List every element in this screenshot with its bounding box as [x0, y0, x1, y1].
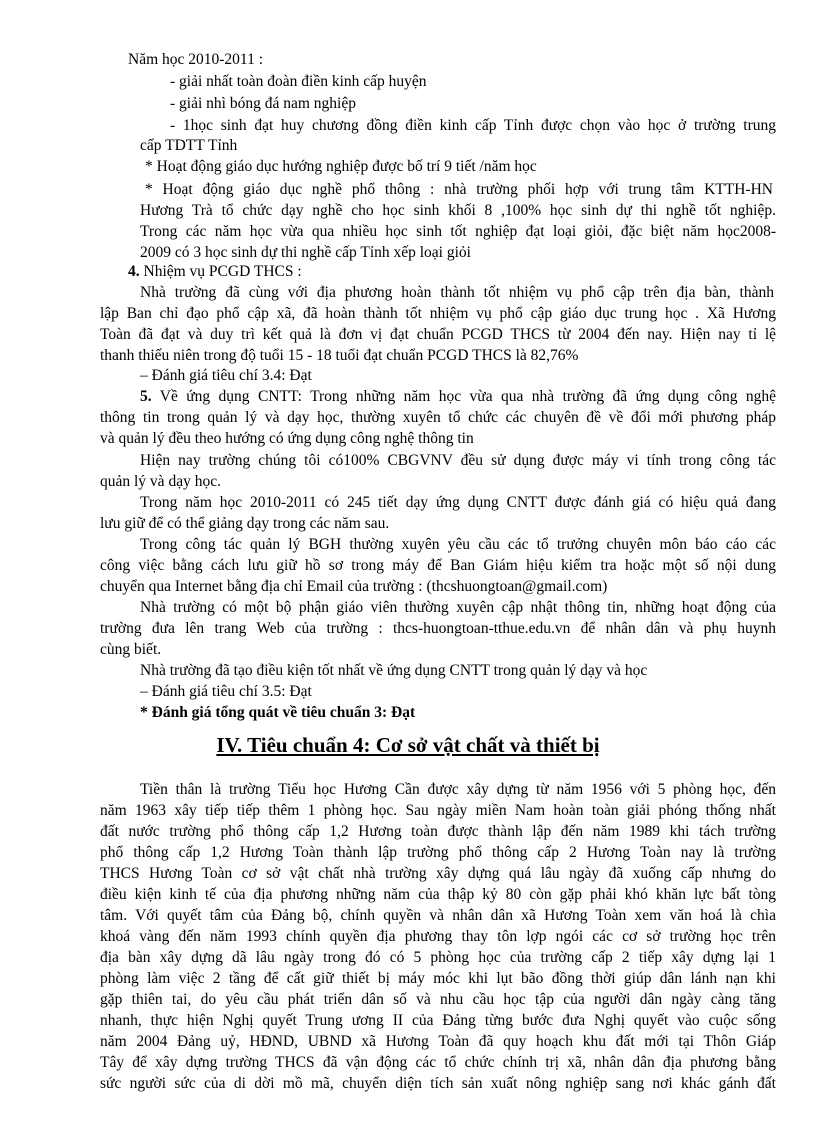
- vocational-line: * Hoạt động giáo dục nghề phổ thông : nhà trường phối hợp với trung tâm KTTH-HN: [145, 181, 773, 198]
- it-paragraph-line: quản lý và dạy học.: [100, 473, 221, 490]
- section-4-paragraph-line: tâm. Với quyết tâm của Đảng bộ, chính quyền và nhân dân xã Hương Toàn xem văn hoá là chìa: [100, 907, 776, 924]
- item5-number: 5.: [140, 388, 152, 405]
- item5-line: [140, 387, 776, 407]
- section-4-paragraph-line: điều kiện kinh tế của địa phương những năm của thập kỷ 80 còn gặp phải khó khăn lực bất tòng: [100, 886, 776, 903]
- section-4-paragraph-line: địa bàn xây dựng dã lâu ngày trong đó có 5 phòng học của trường cấp 2 tiếp xây dựng lại 1: [100, 949, 776, 966]
- it-paragraph-line: lưu giữ để có thể giảng dạy trong các năm sau.: [100, 515, 390, 532]
- section-4-paragraph-line: gặp thiên tai, do yêu cầu phát triển dân số và nhu cầu học tập của người dân ngày càng tăng: [100, 991, 776, 1008]
- item5-line: thông tin trong quản lý và dạy học, thường xuyên tổ chức các chuyên đề về đổi mới phương pháp: [100, 409, 776, 426]
- item4-line: Nhà trường đã cùng với địa phương hoàn thành tốt nhiệm vụ phổ cập trên địa bàn, thành: [140, 284, 774, 301]
- it-paragraph-line: Hiện nay trường chúng tôi có100% CBGVNV đều sử dụng được máy vi tính trong công tác: [140, 452, 776, 469]
- criterion-3-4-evaluation: – Đánh giá tiêu chí 3.4: Đạt: [140, 367, 312, 384]
- item4-line: thanh thiếu niên trong độ tuổi 15 - 18 tuổi đạt chuẩn PCGD THCS là 82,76%: [100, 347, 579, 364]
- section-4-paragraph-line: phòng làm việc 2 tầng để cất giữ thiết bị máy móc khi lụt bão đồng thời giúp dân lánh nạn khi: [100, 970, 776, 987]
- section-4-paragraph-line: THCS Hương Toàn cơ sở vật chất nhà trường xây dựng quá lâu ngày đã xuống cấp nhưng do: [100, 865, 776, 882]
- it-paragraph-line: công việc bằng cách lưu giữ hồ sơ trong máy để Ban Giám hiệu kiểm tra hoặc một số nội dung: [100, 557, 776, 574]
- criterion-3-5-evaluation: – Đánh giá tiêu chí 3.5: Đạt: [140, 683, 312, 700]
- it-paragraph-line: Trong công tác quản lý BGH thường xuyên yêu cầu các tổ trưởng chuyên môn báo cáo các: [140, 536, 776, 553]
- vocational-line: Hương Trà tổ chức dạy nghề cho học sinh khối 8 ,100% học sinh dự thi nghề tốt nghiệp.: [140, 202, 776, 219]
- section-4-paragraph-line: Tây để xây dựng trường THCS đã vận động các tổ chức chính trị xã, nhân dân địa phương bằng: [100, 1054, 776, 1071]
- standard-3-overall-evaluation: * Đánh giá tổng quát về tiêu chuẩn 3: Đạt: [140, 704, 416, 721]
- section-4-paragraph-line: khoá vàng đến năm 1993 chính quyền địa phương thay tôn lợp ngói các cơ sở trường học trên: [100, 928, 776, 945]
- item5-text: Về ứng dụng CNTT: Trong những năm học vừa qua nhà trường đã ứng dụng công nghệ: [151, 388, 776, 405]
- award-line: - 1học sinh đạt huy chương đồng điền kinh cấp Tỉnh được chọn vào học ở trường trung: [170, 117, 776, 134]
- it-paragraph-line: trường đưa lên trang Web của trường : thcs-huongtoan-tthue.edu.vn để nhân dân và phụ huynh: [100, 620, 776, 637]
- it-paragraph-line: Nhà trường có một bộ phận giáo viên thường xuyên cập nhật thông tin, những hoạt động của: [140, 599, 776, 616]
- section-4-paragraph-line: sức người sức của di dời mồ mã, chuyển diện tích sản xuất nông nghiệp sang nơi khác gánh đất: [100, 1075, 776, 1092]
- section-4-paragraph-line: phổ thông cấp 1,2 Hương Toàn thành lập trường phổ thông cấp 2 Hương Toàn nay là trường: [100, 844, 776, 861]
- section-4-paragraph-line: năm 1963 xây tiếp tiếp thêm 1 phòng học. Sau ngày miền Nam hoàn toàn giải phóng thống nhất: [100, 802, 776, 819]
- it-paragraph-line: Trong năm học 2010-2011 có 245 tiết dạy ứng dụng CNTT được đánh giá có hiệu quả đang: [140, 494, 776, 511]
- section-4-paragraph-line: năm 2004 Đảng uỷ, HĐND, UBND xã Hương Toàn đã quy hoạch khu đất mới tại Thôn Giáp: [100, 1033, 776, 1050]
- item4-line: lập Ban chỉ đạo phổ cập xã, đã hoàn thành tốt nhiệm vụ phổ cập giáo dục trung học . Xã Hương: [100, 305, 776, 322]
- item4-heading: [128, 262, 302, 282]
- vocational-line: 2009 có 3 học sinh dự thi nghề cấp Tỉnh xếp loại giỏi: [140, 244, 471, 261]
- award-line: - giải nhất toàn đoàn điền kinh cấp huyện: [170, 73, 427, 90]
- section-4-paragraph-line: đất nước trường phổ thông cấp 1,2 Hương toàn được thành lập đến năm 1989 khi tách trường: [100, 823, 776, 840]
- school-year-heading: Năm học 2010-2011 :: [128, 51, 264, 68]
- item4-title: Nhiệm vụ PCGD THCS :: [139, 263, 302, 280]
- item4-line: Toàn đã đạt và duy trì kết quả là đơn vị đạt chuẩn PCGD THCS từ 2004 đến nay. Hiện nay tỉ lệ: [100, 326, 776, 343]
- award-line: - giải nhì bóng đá nam nghiệp: [170, 95, 356, 112]
- career-guidance-line: * Hoạt động giáo dục hướng nghiệp được bố trí 9 tiết /năm học: [145, 158, 537, 175]
- it-paragraph-line: cùng biết.: [100, 641, 162, 658]
- award-line: cấp TDTT Tỉnh: [140, 137, 238, 154]
- section-4-paragraph-line: nhanh, thực hiện Nghị quyết Trung ương II của Đảng từng bước đưa Nghị quyết vào cuộc sống: [100, 1012, 776, 1029]
- item4-number: 4.: [128, 263, 140, 280]
- item5-line: và quản lý đều theo hướng có ứng dụng công nghệ thông tin: [100, 430, 474, 447]
- section-4-paragraph-line: Tiền thân là trường Tiểu học Hương Cần được xây dựng từ năm 1956 với 5 phòng học, đến: [140, 781, 776, 798]
- it-paragraph-line: chuyển qua Internet bằng địa chỉ Email của trường : (thcshuongtoan@gmail.com): [100, 578, 608, 595]
- it-paragraph-line: Nhà trường đã tạo điều kiện tốt nhất về ứng dụng CNTT trong quản lý dạy và học: [140, 662, 648, 679]
- vocational-line: Trong các năm học vừa qua nhiều học sinh tốt nghiệp đạt loại giỏi, đặc biệt năm học2008-: [140, 223, 776, 240]
- section-4-heading: IV. Tiêu chuẩn 4: Cơ sở vật chất và thiết bị: [216, 733, 600, 757]
